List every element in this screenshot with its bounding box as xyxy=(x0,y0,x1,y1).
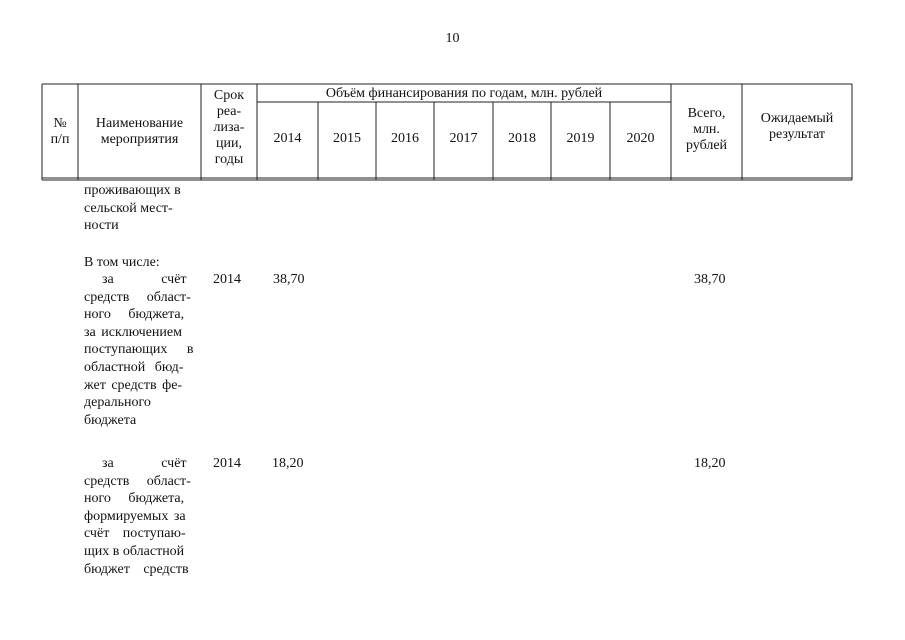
page-number: 10 xyxy=(445,31,460,46)
row-2-total: 38,70 xyxy=(694,272,726,287)
row-2-term: 2014 xyxy=(213,272,241,287)
row-3-name: за счёт средств област- ного бюджета, формируемых за счёт поступаю- щих в областной бюджет средств xyxy=(84,456,191,577)
header-col-term: Срок реа- лиза- ции, годы xyxy=(213,88,245,167)
header-financing-title: Объём финансирования по годам, млн. рублей xyxy=(325,86,603,101)
header-year-2020: 2020 xyxy=(626,131,655,146)
header-col-number: № п/п xyxy=(50,116,70,147)
header-col-total: Всего, млн. рублей xyxy=(685,106,728,153)
header-year-2017: 2017 xyxy=(449,131,478,146)
header-col-name: Наименование мероприятия xyxy=(95,116,184,147)
row-2-value-2014: 38,70 xyxy=(273,272,305,287)
header-year-2014: 2014 xyxy=(273,131,302,146)
header-year-2016: 2016 xyxy=(391,131,419,146)
row-3-value-2014: 18,20 xyxy=(272,456,304,471)
row-3-term: 2014 xyxy=(213,456,241,471)
row-2-name: за счёт средств област- ного бюджета, за исключением поступающих в областной бюд- жет средств фе- дерального бюджета xyxy=(84,272,194,428)
header-year-2018: 2018 xyxy=(508,131,536,146)
row-2-heading: В том числе: xyxy=(84,255,160,270)
header-year-2015: 2015 xyxy=(333,131,361,146)
header-col-result: Ожидаемый результат xyxy=(760,111,834,142)
header-year-2019: 2019 xyxy=(566,131,595,146)
row-3-total: 18,20 xyxy=(694,456,726,471)
row-1-name: проживающих в сельской мест- ности xyxy=(84,183,181,234)
